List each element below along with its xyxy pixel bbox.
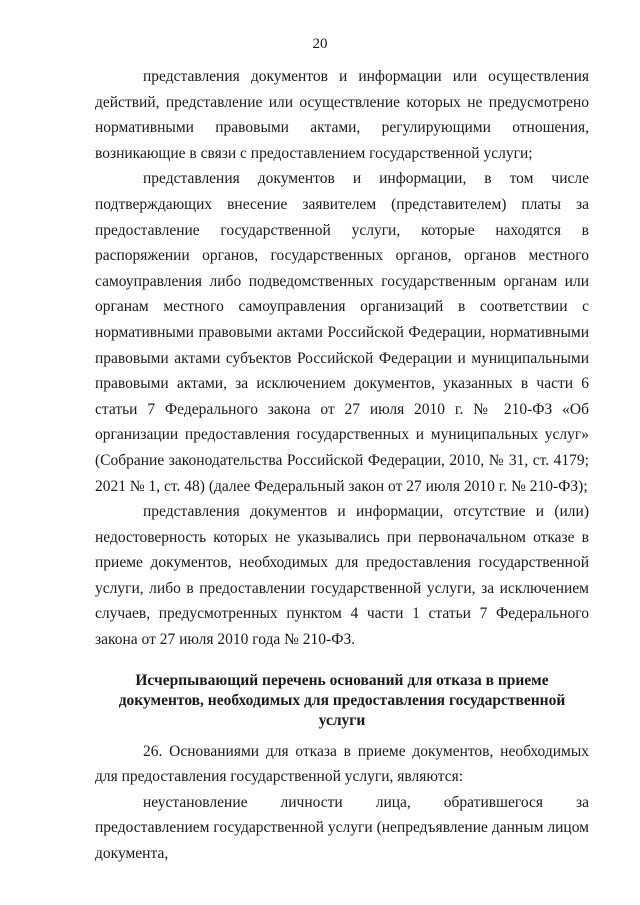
section-heading-line-1: Исчерпывающий перечень оснований для отказа в приеме — [135, 671, 549, 689]
paragraph-procedure-requirements: представления документов и информации или осуществления действий, представление или осуществление которых не предусмотрено нормативными правовыми актами, регулирующими отношения, возникающие в связи с предоставлением государственной услуги; — [95, 68, 589, 162]
page-content — [95, 64, 589, 867]
paragraph-item-26: 26. Основаниями для отказа в приеме документов, необходимых для предоставления государственной услуги, являются: — [95, 742, 589, 786]
paragraph-documents-not-indicated: представления документов и информации, отсутствие и (или) недостоверность которых не указывались при первоначальном отказе в приеме документов, необходимых для предоставления государственной услуги, либо в предоставлении государственной услуги, за исключением случаев, предусмотренных пунктом 4 части 1 статьи 7 Федерального закона от 27 июля 2010 года № 210-ФЗ. — [95, 503, 589, 649]
section-heading-line-2: документов, необходимых для предоставления государственной услуги — [118, 691, 566, 729]
paragraph-identity-not-established: неустановление личности лица, обратившегося за предоставлением государственной услуги (непредъявление данным лицом документа, — [95, 793, 589, 863]
section-heading — [95, 671, 589, 731]
paragraph-documents-in-possession: представления документов и информации, в том числе подтверждающих внесение заявителем (представителем) платы за предоставление государственной услуги, которые находятся в распоряжении органов, государственных органов, органов местного самоуправления либо подведомственных государственным органам или органам местного самоуправления организаций в соответствии с нормативными правовыми актами Российской Федерации, нормативными правовыми актами субъектов Российской Федерации и муниципальными правовыми актами, за исключением документов, указанных в части 6 статьи 7 Федерального закона от 27 июля 2010 г. № 210-ФЗ «Об организации предоставления государственных и муниципальных услуг» (Собрание законодательства Российской Федерации, 2010, № 31, ст. 4179; 2021 № 1, ст. 48) (далее Федеральный закон от 27 июля 2010 г. № 210-ФЗ); — [95, 170, 589, 495]
page-number: 20 — [312, 36, 328, 52]
